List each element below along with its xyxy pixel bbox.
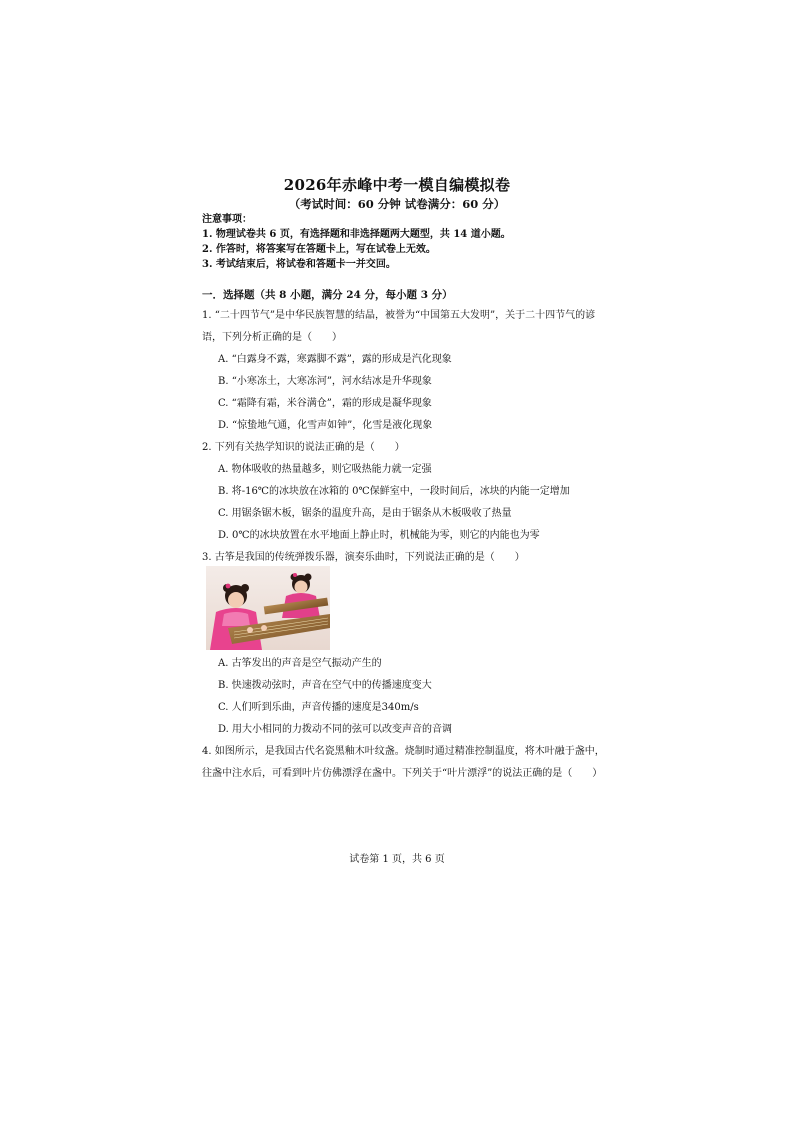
- question-2-option-a: A. 物体吸收的热量越多，则它吸热能力就一定强: [218, 464, 432, 475]
- question-1-option-d: D. “惊蛰地气通，化雪声如钟”，化雪是液化现象: [218, 420, 433, 431]
- question-1-stem-line: 语，下列分析正确的是（ ）: [202, 332, 342, 343]
- question-3-option-c: C. 人们听到乐曲，声音传播的速度是340m/s: [218, 702, 419, 713]
- question-3-option-d: D. 用大小相同的力拨动不同的弦可以改变声音的音调: [218, 724, 453, 735]
- notes-heading: 注意事项：: [202, 214, 252, 225]
- question-1-option-c: C. “霜降有霜，米谷满仓”，霜的形成是凝华现象: [218, 398, 432, 409]
- notes-item: 3. 考试结束后，将试卷和答题卡一并交回。: [202, 259, 396, 270]
- question-1-option-a: A. “白露身不露，寒露脚不露”，露的形成是汽化现象: [218, 354, 452, 365]
- exam-subtitle: （考试时间：60 分钟 试卷满分：60 分）: [288, 197, 506, 211]
- exam-title: 2026年赤峰中考一模自编模拟卷: [283, 176, 511, 194]
- question-2-option-b: B. 将-16℃的冰块放在冰箱的 0℃保鲜室中，一段时间后，冰块的内能一定增加: [218, 486, 570, 497]
- question-1-option-b: B. “小寒冻土，大寒冻河”，河水结冰是升华现象: [218, 376, 432, 387]
- question-3-option-a: A. 古筝发出的声音是空气振动产生的: [218, 658, 382, 669]
- notes-item: 2. 作答时，将答案写在答题卡上，写在试卷上无效。: [202, 244, 436, 255]
- notes-block: [202, 212, 511, 272]
- question-4-stem-line: 4. 如图所示，是我国古代名瓷黑釉木叶纹盏。烧制时通过精准控制温度，将木叶融于盏中，: [202, 746, 605, 757]
- question-2-stem-line: 2. 下列有关热学知识的说法正确的是（ ）: [202, 442, 405, 453]
- question-4-stem-line: 往盏中注水后，可看到叶片仿佛漂浮在盏中。下列关于“叶片漂浮”的说法正确的是（ ）: [202, 768, 603, 779]
- guzheng-photo: [206, 566, 330, 650]
- question-3-stem-line: 3. 古筝是我国的传统弹拨乐器，演奏乐曲时，下列说法正确的是（ ）: [202, 552, 525, 563]
- question-1-stem-line: 1. “二十四节气”是中华民族智慧的结晶，被誉为“中国第五大发明”，关于二十四节气的谚: [202, 310, 596, 321]
- notes-item: 1. 物理试卷共 6 页，有选择题和非选择题两大题型，共 14 道小题。: [202, 229, 511, 240]
- page-footer: 试卷第 1 页，共 6 页: [349, 854, 445, 865]
- question-2-option-c: C. 用锯条锯木板，锯条的温度升高，是由于锯条从木板吸收了热量: [218, 508, 512, 519]
- question-2-option-d: D. 0℃的冰块放置在水平地面上静止时，机械能为零，则它的内能也为零: [218, 530, 540, 541]
- section-title: 一．选择题（共 8 小题，满分 24 分，每小题 3 分）: [202, 289, 453, 301]
- question-3-option-b: B. 快速拨动弦时，声音在空气中的传播速度变大: [218, 680, 432, 691]
- guzheng-players-illustration: [206, 566, 330, 650]
